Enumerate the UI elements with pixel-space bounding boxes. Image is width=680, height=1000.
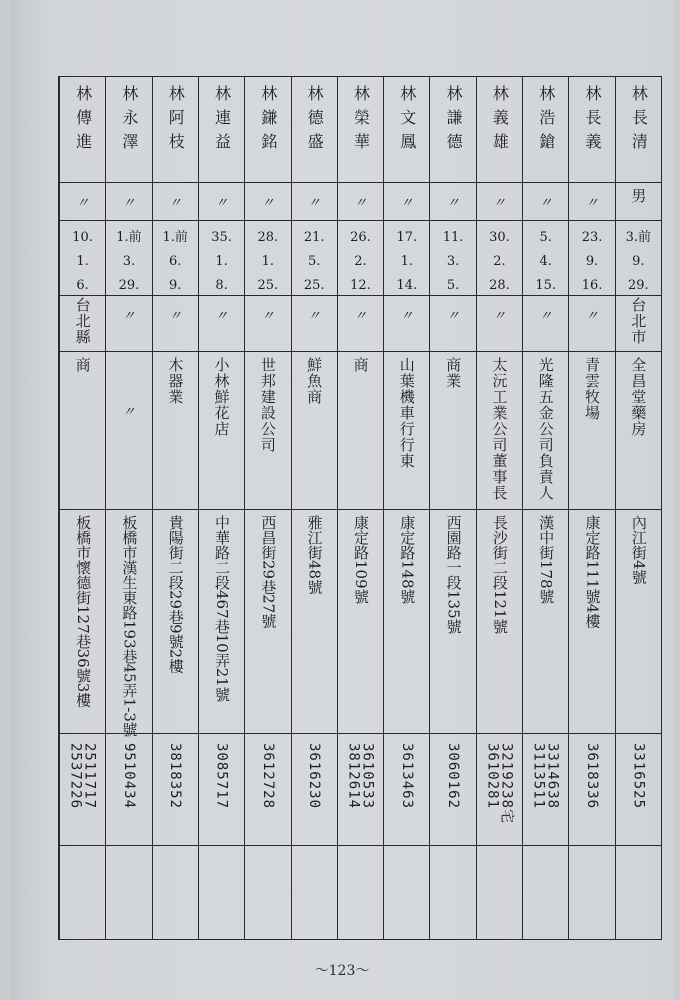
place-value: 台北市 [629,297,648,345]
occupation-value: 小林鮮花店 [212,357,231,437]
table-column [476,77,522,939]
name-cell [616,77,661,182]
birth-date: 3.前 9. 29. [625,230,652,293]
relation-cell [338,182,383,220]
occupation-cell [60,351,105,509]
place-value: 〃 [353,309,367,324]
place-cell [430,295,475,351]
telephone-cell [616,733,661,845]
birth-date: 1.前 3. 29. [116,230,142,293]
person-name: 林鎌銘 [258,85,278,157]
birth-date: 10. 1. 6. [72,230,93,293]
address-value: 康定路148號 [398,515,417,604]
telephone-value: 3314638 3113511 [530,743,561,810]
occupation-value: 鮮魚商 [305,357,324,405]
occupation-value: 太沅工業公司董事長 [490,357,509,501]
person-name: 林永澤 [119,85,139,157]
occupation-cell [569,351,614,509]
telephone-value: 3818352 [167,743,184,810]
occupation-cell [616,351,661,509]
table-column [152,77,198,939]
row-divider [59,220,661,221]
person-name: 林榮華 [351,85,371,157]
address-cell [477,509,522,733]
row-divider [59,845,661,846]
name-cell [430,77,475,182]
birth-date: 23. 9. 16. [581,230,603,293]
place-cell [338,295,383,351]
blank-cell [569,845,614,941]
person-name: 林長清 [629,85,649,157]
blank-cell [477,845,522,941]
page [10,0,674,1000]
occupation-value: 商 [73,357,92,373]
birth-date-cell [616,220,661,295]
birth-date-cell [569,220,614,295]
place-cell [477,295,522,351]
telephone-value: 3618336 [584,743,601,810]
relation-value: 〃 [492,196,506,211]
occupation-value: 青雲牧場 [583,357,602,421]
telephone-cell [199,733,244,845]
address-value: 雅江街48號 [305,515,324,595]
occupation-cell [477,351,522,509]
blank-cell [430,845,475,941]
relation-value: 〃 [261,196,275,211]
place-value: 〃 [400,309,414,324]
occupation-cell [106,351,151,509]
table-column [198,77,244,939]
place-cell [523,295,568,351]
relation-value: 〃 [585,196,599,211]
address-cell [153,509,198,733]
relation-value: 〃 [400,196,414,211]
table-column [244,77,290,939]
relation-cell [153,182,198,220]
birth-date: 30. 2. 28. [489,230,510,293]
birth-date-cell [384,220,429,295]
blank-cell [338,845,383,941]
relation-value: 男 [629,188,648,204]
telephone-value: 3616230 [306,743,323,810]
occupation-cell [338,351,383,509]
telephone-value: 3085717 [213,743,230,810]
address-cell [616,509,661,733]
address-value: 西昌街29巷27號 [259,515,278,629]
relation-value: 〃 [446,196,460,211]
name-cell [523,77,568,182]
telephone-value: 3613463 [398,743,415,810]
place-value: 台北縣 [73,297,92,345]
table-column [429,77,475,939]
occupation-cell [245,351,290,509]
table-column [568,77,614,939]
birth-date-cell [60,220,105,295]
occupation-value: 木器業 [166,357,185,405]
telephone-cell [106,733,151,845]
name-cell [292,77,337,182]
birth-date-cell [245,220,290,295]
occupation-cell [153,351,198,509]
row-divider [59,509,661,510]
telephone-cell [245,733,290,845]
address-value: 板橋市懷德街127巷36號3樓 [74,515,93,708]
address-value: 貴陽街二段29巷9號2樓 [166,515,185,674]
occupation-value: 山葉機車行行東 [397,357,416,469]
birth-date-cell [338,220,383,295]
telephone-value: 3316525 [630,743,647,810]
birth-date-cell [523,220,568,295]
relation-cell [199,182,244,220]
birth-date: 11. 3. 5. [442,230,464,293]
relation-cell [245,182,290,220]
place-cell [569,295,614,351]
relation-value: 〃 [307,196,321,211]
place-value: 〃 [539,309,553,324]
blank-cell [153,845,198,941]
place-cell [292,295,337,351]
telephone-cell [523,733,568,845]
name-cell [477,77,522,182]
place-value: 〃 [261,309,275,324]
occupation-value: 商 [351,357,370,373]
telephone-cell [292,733,337,845]
table-column [291,77,337,939]
occupation-value: 商業 [444,357,463,389]
address-value: 西園路一段135號 [444,515,463,634]
occupation-cell [523,351,568,509]
occupation-cell [430,351,475,509]
address-value: 康定路109號 [351,515,370,604]
blank-cell [106,845,151,941]
address-cell [569,509,614,733]
table-column [337,77,383,939]
person-name: 林德盛 [305,85,325,157]
telephone-cell [384,733,429,845]
birth-date: 21. 5. 25. [303,230,325,293]
person-name: 林義雄 [490,85,510,157]
birth-date-cell [153,220,198,295]
telephone-value: 3060162 [445,743,462,810]
address-value: 長沙街二段121號 [490,515,509,634]
telephone-value: 2511717 2537226 [67,743,98,810]
place-value: 〃 [307,309,321,324]
name-cell [245,77,290,182]
place-value: 〃 [122,309,136,324]
birth-date: 5. 4. 15. [535,230,557,293]
person-name: 林長義 [583,85,603,157]
telephone-cell [338,733,383,845]
birth-date: 1.前 6. 9. [162,230,188,293]
address-cell [292,509,337,733]
person-name: 林傳進 [73,85,93,157]
occupation-value: 〃 [122,405,136,420]
page-number: ～123～ [314,963,370,979]
place-cell [616,295,661,351]
person-name: 林浩鎗 [536,85,556,157]
relation-value: 〃 [215,196,229,211]
place-cell [153,295,198,351]
birth-date-cell [199,220,244,295]
row-divider [59,351,661,352]
telephone-cell [477,733,522,845]
address-cell [199,509,244,733]
address-cell [430,509,475,733]
telephone-cell [430,733,475,845]
place-value: 〃 [585,309,599,324]
blank-cell [60,845,105,941]
birth-date: 26. 2. 12. [350,230,371,293]
birth-date: 17. 1. 14. [396,230,418,293]
person-name: 林文鳳 [397,85,417,157]
table-column [59,77,105,939]
address-cell [106,509,151,737]
relation-value: 〃 [122,196,136,211]
person-name: 林阿枝 [166,85,186,157]
birth-date-cell [477,220,522,295]
place-value: 〃 [492,309,506,324]
occupation-cell [292,351,337,509]
blank-cell [292,845,337,941]
relation-value: 〃 [168,196,182,211]
address-value: 內江街4號 [629,515,648,585]
birth-date-cell [106,220,151,295]
relation-cell [430,182,475,220]
name-cell [569,77,614,182]
telephone-cell [60,733,105,845]
table-column [615,77,661,939]
table-column [105,77,151,939]
address-value: 板橋市漢生東路193巷45弄1-3號 [120,515,139,737]
birth-date-cell [292,220,337,295]
address-cell [384,509,429,733]
person-name: 林連益 [212,85,232,157]
place-cell [245,295,290,351]
name-cell [199,77,244,182]
blank-cell [616,845,661,941]
place-value: 〃 [168,309,182,324]
relation-value: 〃 [353,196,367,211]
address-cell [60,509,105,733]
relation-cell [106,182,151,220]
place-cell [60,295,105,351]
telephone-value: 3612728 [259,743,276,810]
telephone-cell [569,733,614,845]
occupation-value: 全昌堂藥房 [629,357,648,437]
name-cell [384,77,429,182]
telephone-value: 3219238宅 3610281 [484,743,515,825]
address-cell [523,509,568,733]
birth-date: 35. 1. 8. [211,230,232,293]
relation-cell [384,182,429,220]
telephone-cell [153,733,198,845]
address-value: 中華路二段467巷10弄21號 [213,515,232,702]
telephone-value: 3610533 3812614 [345,743,376,810]
person-name: 林謙德 [444,85,464,157]
place-cell [384,295,429,351]
row-divider [59,182,661,183]
birth-date: 28. 1. 25. [257,230,279,293]
telephone-value: 9510434 [120,743,137,810]
name-cell [153,77,198,182]
place-value: 〃 [446,309,460,324]
address-cell [245,509,290,733]
place-value: 〃 [215,309,229,324]
occupation-cell [199,351,244,509]
birth-date-cell [430,220,475,295]
name-cell [60,77,105,182]
blank-cell [384,845,429,941]
address-value: 康定路111號4樓 [583,515,602,629]
blank-cell [245,845,290,941]
place-cell [106,295,151,351]
relation-value: 〃 [539,196,553,211]
table-column [522,77,568,939]
occupation-value: 世邦建設公司 [258,357,277,453]
occupation-cell [384,351,429,509]
name-cell [338,77,383,182]
blank-cell [199,845,244,941]
address-cell [338,509,383,733]
occupation-value: 光隆五金公司負責人 [536,357,555,501]
relation-cell [616,182,661,220]
row-divider [59,733,661,734]
place-cell [199,295,244,351]
register-table [58,76,662,940]
relation-cell [523,182,568,220]
address-value: 漢中街178號 [537,515,556,604]
relation-cell [477,182,522,220]
row-divider [59,295,661,296]
blank-cell [523,845,568,941]
relation-value: 〃 [76,196,90,211]
relation-cell [60,182,105,220]
name-cell [106,77,151,182]
relation-cell [292,182,337,220]
table-column [383,77,429,939]
relation-cell [569,182,614,220]
